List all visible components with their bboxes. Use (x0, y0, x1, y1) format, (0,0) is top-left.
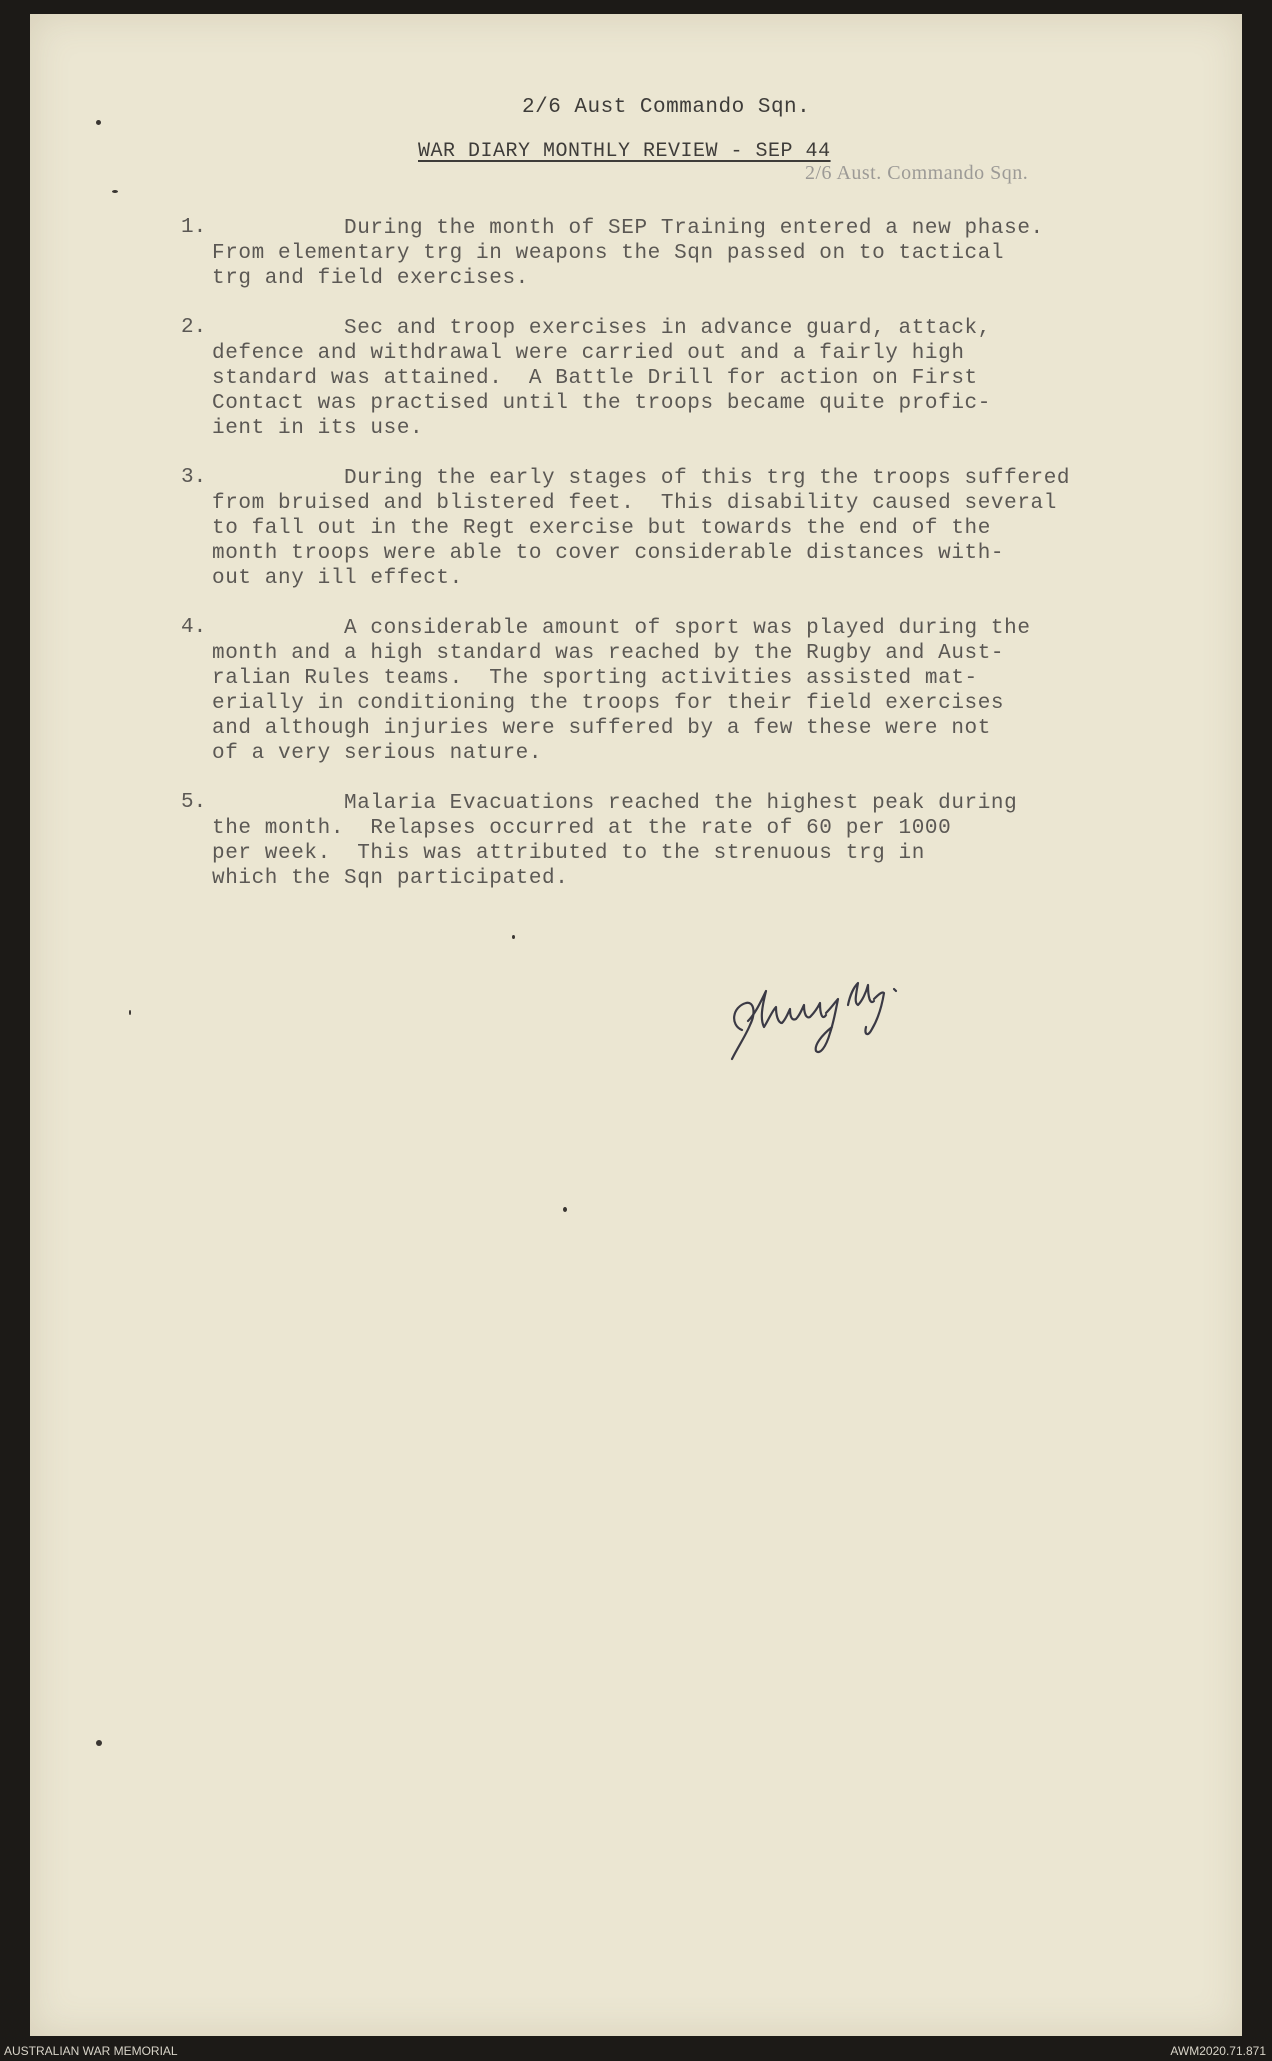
paragraph-text: Sec and troop exercises in advance guard, attack, defence and withdrawal were carried out and a fairly high standard was attained. A Battle Drill for action on First Contact was practised until the troops became quite profic- ient in its use. (212, 317, 991, 440)
paragraph-number: 5. (181, 791, 207, 814)
unit-stamp: 2/6 Aust. Commando Sqn. (805, 162, 1029, 184)
paper-speck (96, 1740, 102, 1746)
paragraph-text: Malaria Evacuations reached the highest peak during the month. Relapses occurred at the rate of 60 per 1000 per week. This was attributed to the strenuous trg in which the Sqn participated. (212, 792, 1018, 890)
unit-heading: 2/6 Aust Commando Sqn. (522, 96, 811, 119)
paragraph-number: 4. (181, 616, 207, 639)
paper-speck (563, 1207, 567, 1212)
paper-speck (112, 190, 118, 193)
paragraph-number: 3. (181, 466, 207, 489)
paragraph-text: During the month of SEP Training entered a new phase. From elementary trg in weapons the Sqn passed on to tactical trg and field exercises. (212, 217, 1044, 290)
paper-speck (96, 120, 101, 125)
document-title: WAR DIARY MONTHLY REVIEW - SEP 44 (418, 140, 831, 163)
paper-speck (512, 935, 515, 939)
paragraph-number: 2. (181, 316, 207, 339)
paper-speck (129, 1010, 131, 1015)
paragraph-text: A considerable amount of sport was played during the month and a high standard was reached by the Rugby and Aust- ralian Rules teams. The sporting activities assisted mat- erially in conditioning the troops for their field exercises and although injuries were suffered by a few these were not of a very serious nature. (212, 617, 1031, 765)
archive-credit: AUSTRALIAN WAR MEMORIAL (4, 2044, 178, 2058)
archive-reference: AWM2020.71.871 (1170, 2044, 1266, 2058)
handwritten-signature (722, 955, 932, 1069)
paragraph-number: 1. (181, 216, 207, 239)
paragraph-text: During the early stages of this trg the troops suffered from bruised and blistered feet. This disability caused several to fall out in the Regt exercise but towards the end of the month troops were able to cover considerable distances with- out any ill effect. (212, 467, 1071, 590)
